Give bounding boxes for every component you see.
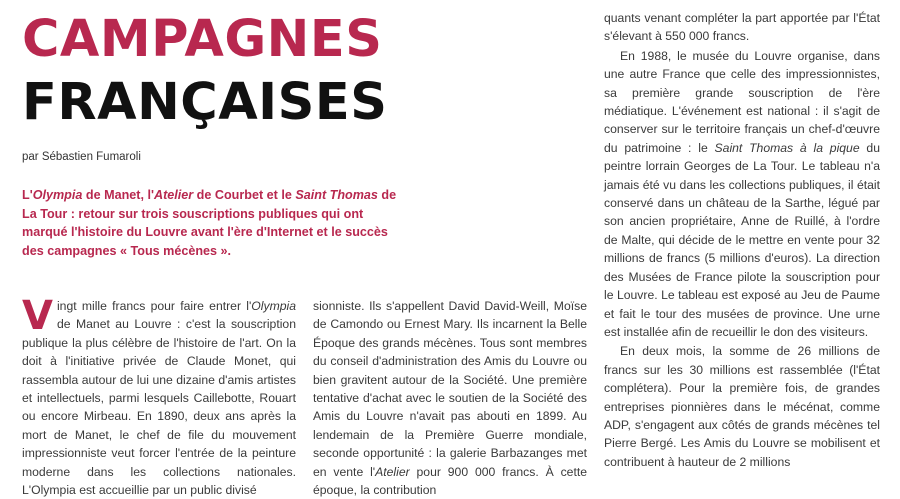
column-2-paragraph — [313, 297, 587, 499]
col1-text-1: ingt mille francs pour faire entrer l' — [56, 299, 252, 313]
col2-text-1: sionniste. Ils s'appellent David David-Weill, Moïse de Camondo ou Ernest Mary. Ils incarnent la Belle Époque des grands mécènes. Tous sont membres du conseil d'administration des Amis du Louvre ou bien gravitent autour de la Société. Une première tentative d'achat avec le soutien de la Société des Amis du Louvre n'avait pas abouti en 1899. Au lendemain de la Première Guerre mondiale, seconde opportunité : la galerie Barbazanges met en vente l' — [313, 299, 587, 479]
lede-italic-olympia: Olympia — [32, 188, 83, 202]
column-3-paragraph-1988 — [604, 47, 880, 342]
col3-text-2: du peintre lorrain Georges de La Tour. Le tableau n'a jamais été vu dans les collections publiques, il était conservé dans un château de la Sarthe, légué par son ancien propriétaire, Anne de Ruillé, à l'ordre de Malte, qui décide de le mettre en vente pour 32 millions de francs (5 millions d'euros). La direction des Musées de France pilote la souscription pour le Louvre. Le tableau est exposé au Jeu de Paume et fait le tour des musées de province. Une urne est installée afin de recueillir le don des visiteurs. — [604, 140, 880, 339]
col2-italic-atelier: Atelier — [375, 464, 410, 479]
drop-cap: V — [22, 293, 53, 339]
body-column-2 — [313, 297, 587, 499]
col3-italic-saint-thomas: Saint Thomas à la pique — [714, 140, 860, 155]
col1-italic-olympia: Olympia — [251, 299, 296, 313]
column-1-paragraph — [22, 293, 296, 499]
col2-text-2: pour 900 000 francs. À cette époque, la contribution — [313, 464, 587, 498]
lede-italic-saint-thomas: Saint Thomas — [295, 188, 378, 202]
body-column-1 — [22, 293, 296, 499]
column-3-paragraph-continued: quants venant compléter la part apportée par l'État s'élevant à 550 000 francs. — [604, 11, 880, 44]
title-line-1: CAMPAGNES — [22, 10, 383, 69]
col1-text-2: de Manet au Louvre : c'est la souscription publique la plus célèbre de l'histoire de l'art. On la doit à l'initiative privée de Claude Monet, qui rassembla autour de lui une dizaine d'amis artistes et intellectuels, parmi lesquels Caillebotte, Rouart ou encore Mirbeau. En 1890, deux ans après la mort de Manet, le chef de file du mouvement impressionniste veut forcer l'entrée de la peinture moderne dans les collections nationales. L'Olympia est accueillie par un public divisé — [22, 317, 296, 498]
lede-text-1: L' — [22, 188, 33, 202]
column-3-paragraph-deux-mois: En deux mois, la somme de 26 millions de francs sur les 30 millions est rassemblée (l'État complétera). Pour la première fois, de grandes entreprises pionnières dans le mécénat, comme ADP, s'engagent aux côtés de grands mécènes tel Pierre Bergé. Les Amis du Louvre se mobilisent et contribuent à hauteur de 2 millions — [604, 344, 880, 469]
lede-text-2: de Manet, l' — [82, 188, 154, 202]
lede-italic-atelier: Atelier — [153, 188, 194, 202]
lede-text-3: de Courbet et le — [193, 188, 296, 202]
lede-text-4: de La Tour : retour sur trois souscriptions publiques qui ont marqué l'histoire du Louvre avant l'ère d'Internet et le succès des campagnes « Tous mécènes ». — [22, 188, 397, 259]
body-column-3 — [604, 9, 880, 471]
title-line-2: FRANÇAISES — [22, 73, 388, 132]
byline: par Sébastien Fumaroli — [22, 151, 141, 163]
col3-text-1: En 1988, le musée du Louvre organise, dans une autre France que celle des impressionnistes, sa première grande souscription de l'ère médiatique. L'événement est national : il s'agit de conserver sur le territoire français un chef-d'œuvre du patrimoine : le — [604, 48, 880, 155]
lede-paragraph — [22, 186, 412, 261]
